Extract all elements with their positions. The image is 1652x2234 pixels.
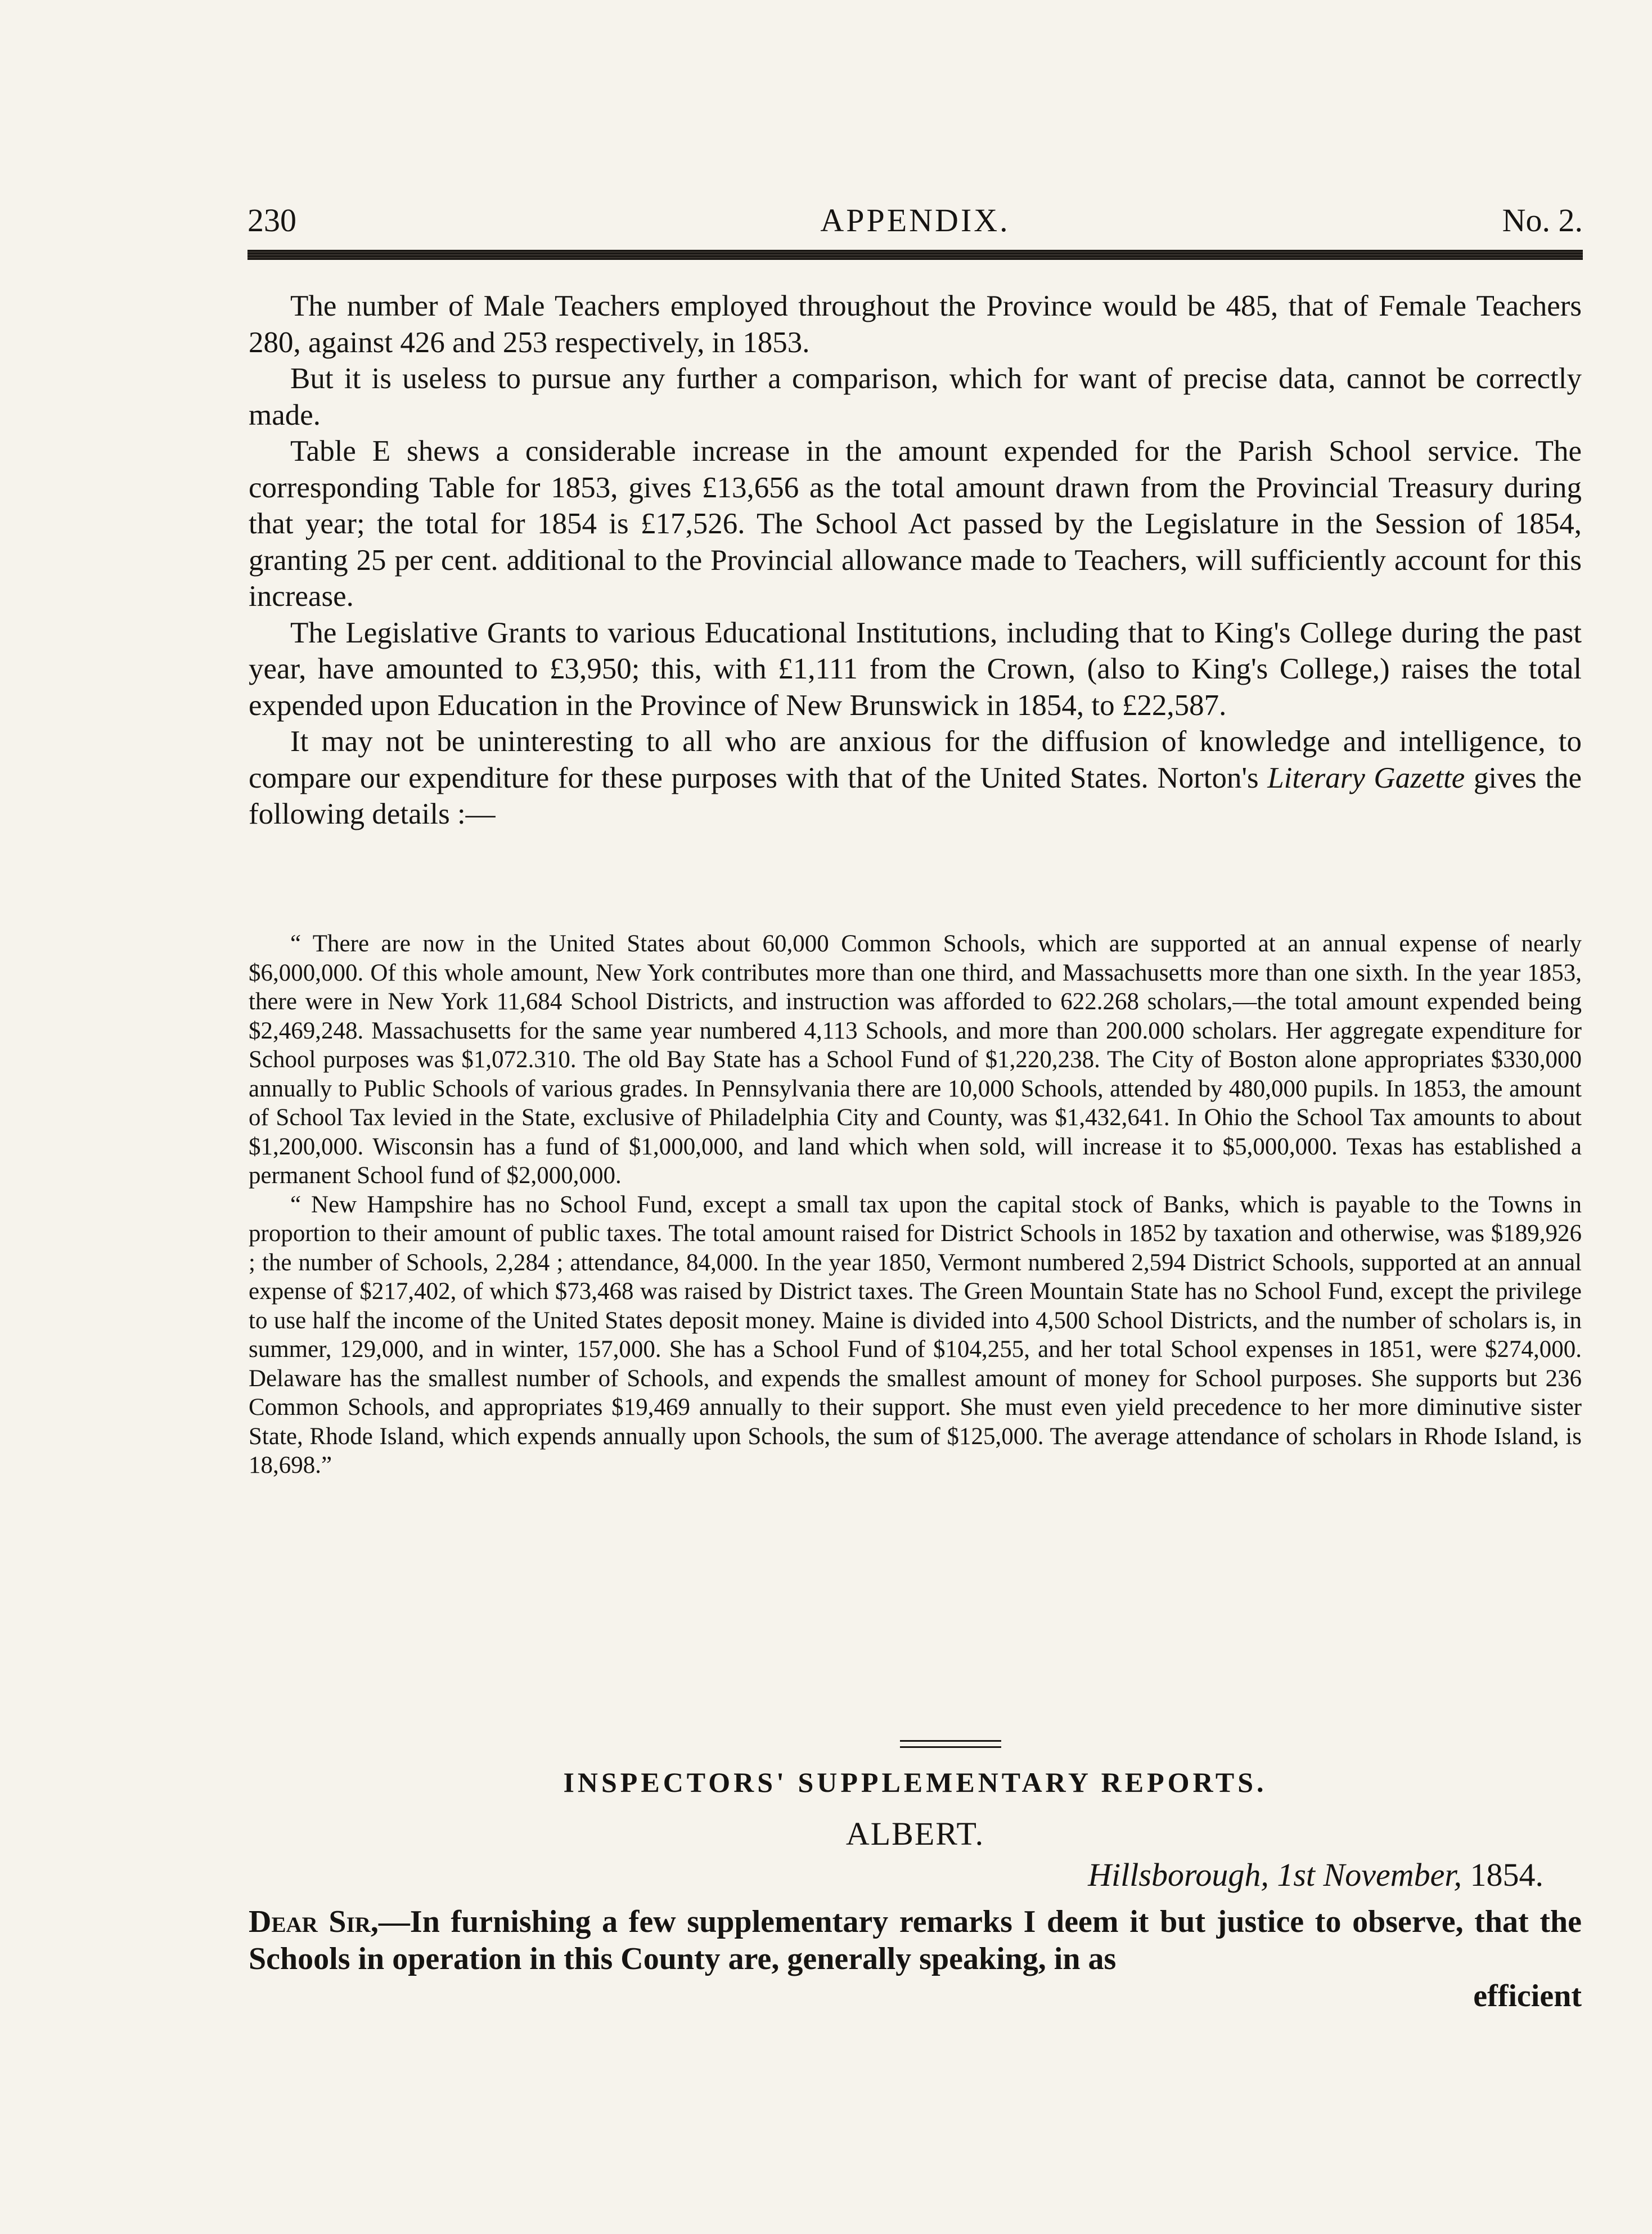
quote-paragraph: “ There are now in the United States about 60,000 Common Schools, which are supported at an annual expense of nearly $6,000,000. Of this whole amount, New York contributes more than one third, and Massachusetts more than one sixth. In the year 1853, there were in New York 11,684 School Districts, and instruction was afforded to 622.268 scholars,—the total amount expended being $2,469,248. Massachusetts for the same year numbered 4,113 Schools, and more than 200.000 scholars. Her aggregate expenditure for School purposes was $1,072.310. The old Bay State has a School Fund of $1,220,238. The City of Boston alone appropriates $330,000 annually to Public Schools of various grades. In Pennsylvania there are 10,000 Schools, attended by 480,000 pupils. In 1853, the amount of School Tax levied in the State, exclusive of Philadelphia City and County, was $1,432,641. In Ohio the School Tax amounts to about $1,200,000. Wisconsin has a fund of $1,000,000, and land which when sold, will increase it to $5,000,000. Texas has established a permanent School fund of $2,000,000. [249, 931, 1582, 1189]
quote-paragraph: “ New Hampshire has no School Fund, except a small tax upon the capital stock of Banks, which is payable to the Towns in proportion to their amount of public taxes. The total amount raised for District Schools in 1852 by taxation and otherwise, was $189,926 ; the number of Schools, 2,284 ; attendance, 84,000. In the year 1850, Vermont numbered 2,594 District Schools, supported at an annual expense of $217,402, of which $73,468 was raised by District taxes. The Green Mountain State has no School Fund, except the privilege to use half the income of the United States deposit money. Maine is divided into 4,500 School Districts, and the number of scholars is, in summer, 129,000, and in winter, 157,000. She has a School Fund of $104,255, and her total School expenses in 1851, were $274,000. Delaware has the smallest number of Schools, and expends the smallest amount of money for School purposes. She supports but 236 Common Schools, and appropriates $19,469 annually to their support. She must even yield precedence to her more diminutive sister State, Rhode Island, which expends annually upon Schools, the sum of $125,000. The average attendance of scholars in Rhode Island, is 18,698.” [249, 1191, 1582, 1478]
paragraph: But it is useless to pursue any further a comparison, which for want of precise data, cannot be correctly made. [249, 362, 1582, 431]
letter-body: —In furnishing a few supplementary remarks I deem it but justice to observe, that the Schools in operation in this County are, generally speaking, in as [249, 1904, 1582, 1976]
dateline [249, 1855, 1543, 1895]
catchword: efficient [1473, 1979, 1582, 2013]
running-title: APPENDIX. [820, 202, 1010, 239]
page-number: 230 [247, 202, 296, 239]
dateline-place: Hillsborough, [1088, 1857, 1269, 1893]
dateline-year: 1854. [1470, 1857, 1543, 1893]
intro-text-end: gives the following details :— [249, 761, 1582, 830]
header-rule [247, 250, 1583, 260]
dateline-month: November, [1323, 1857, 1462, 1893]
quoted-extract [249, 929, 1582, 1480]
appendix-number: No. 2. [1502, 202, 1583, 239]
dateline-day: 1st [1277, 1857, 1316, 1893]
salutation: Dear Sir, [249, 1904, 379, 1939]
paragraph: Table E shews a considerable increase in the amount expended for the Parish School service. The corresponding Table for 1853, gives £13,656 as the total amount drawn from the Provincial Treasury during that year; the total for 1854 is £17,526. The School Act passed by the Legislature in the Session of 1854, granting 25 per cent. additional to the Provincial allowance made to Teachers, will sufficiently account for this increase. [249, 435, 1582, 613]
gazette-title: Literary Gazette [1267, 761, 1465, 794]
running-header [247, 198, 1583, 243]
letter-text [249, 1903, 1582, 2015]
paragraph: The number of Male Teachers employed throughout the Province would be 485, that of Female Teachers 280, against 426 and 253 respectively, in 1853. [249, 290, 1582, 359]
section-divider [900, 1740, 1001, 1748]
section-title: INSPECTORS' SUPPLEMENTARY REPORTS. [563, 1766, 1267, 1798]
paragraph [249, 723, 1582, 833]
county-heading: ALBERT. [845, 1815, 985, 1852]
intro-text: It may not be uninteresting to all who are anxious for the diffusion of knowledge and intelligence, to compare our expenditure for these purposes with that of the United States. Norton's [249, 725, 1582, 794]
paragraph: The Legislative Grants to various Educational Institutions, including that to King's College during the past year, have amounted to £3,950; this, with £1,111 from the Crown, (also to King's College,) raises the total expended upon Education in the Province of New Brunswick in 1854, to £22,587. [249, 616, 1582, 722]
main-text [249, 288, 1582, 833]
